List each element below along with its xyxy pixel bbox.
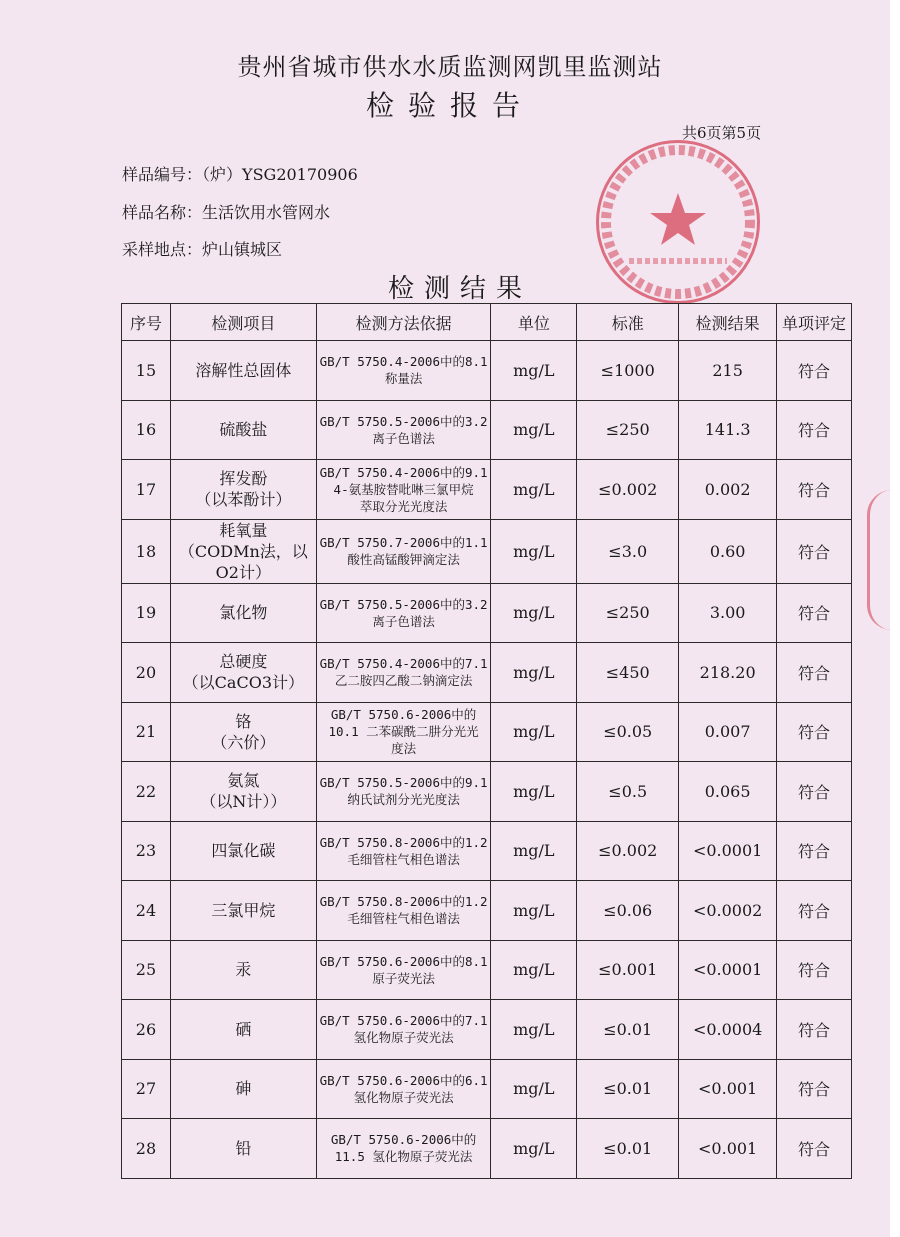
table-row bbox=[122, 460, 852, 520]
cell-method-line: GB/T 5750.5-2006中的3.2 bbox=[319, 596, 488, 612]
cell-standard-line: ≤0.001 bbox=[598, 960, 658, 980]
cell-evaluation-line: 符合 bbox=[798, 782, 831, 802]
cell-result-line: 0.60 bbox=[709, 541, 746, 561]
cell-method bbox=[316, 1059, 491, 1119]
cell-no-line: 20 bbox=[135, 662, 157, 682]
cell-no bbox=[122, 940, 171, 1000]
cell-method-line: 称量法 bbox=[384, 371, 423, 387]
cell-evaluation bbox=[777, 1000, 852, 1060]
cell-method-line: GB/T 5750.6-2006中的 bbox=[330, 1132, 477, 1148]
cell-unit bbox=[491, 821, 577, 881]
cell-method bbox=[316, 460, 491, 520]
cell-method-line: 氢化物原子荧光法 bbox=[353, 1030, 454, 1046]
cell-method-line: GB/T 5750.4-2006中的7.1 bbox=[319, 656, 488, 672]
cell-result-line: <0.0002 bbox=[692, 900, 763, 920]
cell-standard bbox=[577, 460, 679, 520]
cell-standard-line: ≤0.5 bbox=[608, 781, 648, 801]
table-row bbox=[122, 1000, 852, 1060]
cell-unit bbox=[491, 1119, 577, 1179]
table-row bbox=[122, 1119, 852, 1179]
cell-standard-line: ≤0.002 bbox=[598, 841, 658, 861]
cell-item-line: 挥发酚 bbox=[219, 469, 268, 489]
cell-item-line: 三氯甲烷 bbox=[211, 900, 276, 920]
cell-result bbox=[679, 583, 777, 643]
cell-method-line: 10.1 二苯碳酰二肼分光光 bbox=[328, 724, 479, 740]
cell-standard bbox=[577, 881, 679, 941]
cell-no bbox=[122, 1000, 171, 1060]
cell-result-line: 0.065 bbox=[704, 781, 751, 801]
cell-item-line: 铬 bbox=[235, 711, 252, 731]
cell-method bbox=[316, 1000, 491, 1060]
cell-evaluation bbox=[777, 1059, 852, 1119]
cell-result bbox=[679, 940, 777, 1000]
cell-no bbox=[122, 762, 171, 822]
cell-unit bbox=[491, 702, 577, 762]
cell-unit bbox=[491, 460, 577, 520]
results-table bbox=[121, 303, 852, 1179]
cell-method-line: 度法 bbox=[391, 741, 417, 757]
cell-no bbox=[122, 1119, 171, 1179]
cell-standard bbox=[577, 400, 679, 460]
cell-method-line: GB/T 5750.6-2006中的8.1 bbox=[319, 953, 488, 969]
cell-evaluation bbox=[777, 583, 852, 643]
cell-result bbox=[679, 519, 777, 583]
sample-location-line bbox=[122, 237, 282, 260]
cell-evaluation-line: 符合 bbox=[798, 542, 831, 562]
cell-result-line: 3.00 bbox=[709, 603, 746, 623]
cell-item-line: 砷 bbox=[235, 1079, 252, 1099]
cell-result bbox=[679, 341, 777, 401]
cell-method-line: GB/T 5750.4-2006中的9.1 bbox=[319, 464, 488, 480]
header-method: 检测方法依据 bbox=[316, 304, 491, 341]
cell-item bbox=[170, 881, 316, 941]
cell-item-line: 汞 bbox=[235, 960, 252, 980]
cell-item bbox=[170, 821, 316, 881]
table-row bbox=[122, 643, 852, 703]
cell-unit bbox=[491, 1000, 577, 1060]
cell-unit-line: mg/L bbox=[513, 1079, 555, 1099]
cell-method-line: 氢化物原子荧光法 bbox=[353, 1089, 454, 1105]
cell-evaluation bbox=[777, 460, 852, 520]
cell-no bbox=[122, 881, 171, 941]
cell-item bbox=[170, 583, 316, 643]
cell-method bbox=[316, 583, 491, 643]
cell-item-line: 总硬度 bbox=[219, 652, 268, 672]
cell-no-line: 25 bbox=[135, 960, 157, 980]
cell-no-line: 24 bbox=[135, 900, 157, 920]
cell-item-line: 耗氧量 bbox=[219, 520, 268, 540]
cell-no-line: 15 bbox=[135, 360, 157, 380]
cell-method-line: GB/T 5750.5-2006中的3.2 bbox=[319, 413, 488, 429]
cell-standard-line: ≤450 bbox=[605, 662, 650, 682]
cell-evaluation-line: 符合 bbox=[798, 961, 831, 981]
cell-unit-line: mg/L bbox=[513, 841, 555, 861]
cell-result bbox=[679, 400, 777, 460]
cell-result-line: 0.002 bbox=[704, 479, 751, 499]
cell-method-line: GB/T 5750.4-2006中的8.1 bbox=[319, 354, 488, 370]
cell-no-line: 28 bbox=[135, 1138, 157, 1158]
cell-standard-line: ≤3.0 bbox=[608, 541, 648, 561]
cell-no-line: 26 bbox=[135, 1019, 157, 1039]
cell-evaluation-line: 符合 bbox=[798, 1139, 831, 1159]
header-standard: 标准 bbox=[577, 304, 679, 341]
cell-standard-line: ≤0.05 bbox=[603, 722, 653, 742]
cell-result-line: <0.0001 bbox=[692, 841, 763, 861]
cell-evaluation-line: 符合 bbox=[798, 1020, 831, 1040]
cell-method bbox=[316, 519, 491, 583]
cell-no bbox=[122, 643, 171, 703]
table-row bbox=[122, 519, 852, 583]
section-title: 检测结果 bbox=[387, 274, 532, 304]
cell-evaluation-line: 符合 bbox=[798, 421, 831, 441]
cell-standard bbox=[577, 1000, 679, 1060]
header-result: 检测结果 bbox=[679, 304, 777, 341]
table-row bbox=[122, 821, 852, 881]
cell-standard bbox=[577, 341, 679, 401]
cell-item-line: （六价） bbox=[211, 732, 276, 752]
table-row bbox=[122, 702, 852, 762]
cell-item bbox=[170, 460, 316, 520]
cell-unit-line: mg/L bbox=[513, 360, 555, 380]
cell-unit bbox=[491, 400, 577, 460]
cell-result bbox=[679, 881, 777, 941]
cell-item bbox=[170, 702, 316, 762]
cell-method-line: 11.5 氢化物原子荧光法 bbox=[334, 1149, 473, 1165]
cell-unit-line: mg/L bbox=[513, 781, 555, 801]
sample-id-label: 样品编号： bbox=[122, 165, 203, 184]
cell-no bbox=[122, 341, 171, 401]
cell-evaluation bbox=[777, 519, 852, 583]
cell-method-line: GB/T 5750.8-2006中的1.2 bbox=[319, 834, 488, 850]
cell-result bbox=[679, 762, 777, 822]
header-no: 序号 bbox=[122, 304, 171, 341]
sample-id-line bbox=[122, 162, 358, 185]
cell-method-line: 萃取分光光度法 bbox=[359, 498, 448, 514]
cell-evaluation bbox=[777, 940, 852, 1000]
cell-no-line: 16 bbox=[135, 420, 157, 440]
cell-item-line: 四氯化碳 bbox=[211, 841, 276, 861]
cell-item bbox=[170, 519, 316, 583]
cell-evaluation-line: 符合 bbox=[798, 480, 831, 500]
cell-unit-line: mg/L bbox=[513, 420, 555, 440]
cell-method-line: GB/T 5750.6-2006中的6.1 bbox=[319, 1072, 488, 1088]
cell-no bbox=[122, 702, 171, 762]
cell-no bbox=[122, 519, 171, 583]
cell-standard-line: ≤250 bbox=[605, 420, 650, 440]
cell-evaluation-line: 符合 bbox=[798, 663, 831, 683]
cell-item bbox=[170, 643, 316, 703]
cell-no-line: 18 bbox=[135, 541, 157, 561]
cell-method-line: 4-氨基胺替吡啉三氯甲烷 bbox=[333, 481, 474, 497]
edge-seal-mark bbox=[867, 490, 892, 630]
cell-unit bbox=[491, 1059, 577, 1119]
cell-evaluation bbox=[777, 762, 852, 822]
cell-result bbox=[679, 460, 777, 520]
table-row bbox=[122, 341, 852, 401]
cell-result bbox=[679, 1000, 777, 1060]
cell-standard-line: ≤0.01 bbox=[603, 1019, 653, 1039]
cell-result-line: 215 bbox=[712, 360, 743, 380]
cell-no bbox=[122, 400, 171, 460]
cell-item bbox=[170, 341, 316, 401]
cell-evaluation-line: 符合 bbox=[798, 361, 831, 381]
sample-id-value: （炉）YSG20170906 bbox=[202, 165, 358, 184]
cell-result-line: 141.3 bbox=[704, 420, 751, 440]
cell-result bbox=[679, 643, 777, 703]
cell-result bbox=[679, 702, 777, 762]
cell-no-line: 23 bbox=[135, 841, 157, 861]
cell-standard bbox=[577, 940, 679, 1000]
cell-result-line: <0.001 bbox=[698, 1138, 758, 1158]
cell-method bbox=[316, 702, 491, 762]
cell-item-line: 硒 bbox=[235, 1019, 252, 1039]
cell-no bbox=[122, 583, 171, 643]
cell-method bbox=[316, 1119, 491, 1179]
table-row bbox=[122, 762, 852, 822]
table-row bbox=[122, 400, 852, 460]
cell-evaluation bbox=[777, 400, 852, 460]
cell-unit-line: mg/L bbox=[513, 900, 555, 920]
cell-standard bbox=[577, 519, 679, 583]
cell-unit-line: mg/L bbox=[513, 603, 555, 623]
cell-method bbox=[316, 400, 491, 460]
cell-no-line: 21 bbox=[135, 722, 157, 742]
cell-no-line: 17 bbox=[135, 479, 157, 499]
cell-method bbox=[316, 643, 491, 703]
cell-item-line: 溶解性总固体 bbox=[195, 360, 292, 380]
cell-item bbox=[170, 1119, 316, 1179]
cell-result bbox=[679, 821, 777, 881]
cell-item bbox=[170, 940, 316, 1000]
cell-result-line: <0.0001 bbox=[692, 960, 763, 980]
cell-standard bbox=[577, 1119, 679, 1179]
cell-method-line: 酸性高锰酸钾滴定法 bbox=[347, 552, 460, 567]
cell-method bbox=[316, 940, 491, 1000]
header-unit: 单位 bbox=[491, 304, 577, 341]
cell-method-line: GB/T 5750.6-2006中的 bbox=[330, 707, 477, 723]
cell-standard bbox=[577, 1059, 679, 1119]
table-header-row bbox=[122, 304, 852, 341]
cell-method-line: 离子色谱法 bbox=[372, 613, 435, 629]
organization-title: 贵州省城市供水水质监测网凯里监测站 bbox=[237, 53, 663, 81]
cell-method bbox=[316, 881, 491, 941]
cell-result-line: 218.20 bbox=[699, 662, 756, 682]
cell-evaluation bbox=[777, 881, 852, 941]
cell-method-line: GB/T 5750.6-2006中的7.1 bbox=[319, 1013, 488, 1029]
cell-method-line: GB/T 5750.8-2006中的1.2 bbox=[319, 894, 488, 910]
cell-evaluation-line: 符合 bbox=[798, 604, 831, 624]
header-item: 检测项目 bbox=[170, 304, 316, 341]
cell-item-line: （以苯酚计） bbox=[195, 490, 292, 510]
cell-no bbox=[122, 460, 171, 520]
cell-unit bbox=[491, 881, 577, 941]
cell-item bbox=[170, 400, 316, 460]
cell-item-line: 氨氮 bbox=[227, 771, 260, 791]
cell-standard-line: ≤1000 bbox=[600, 360, 655, 380]
cell-standard bbox=[577, 762, 679, 822]
cell-standard bbox=[577, 643, 679, 703]
cell-item-line: 氯化物 bbox=[219, 603, 268, 623]
cell-method bbox=[316, 341, 491, 401]
cell-item bbox=[170, 762, 316, 822]
cell-standard bbox=[577, 583, 679, 643]
cell-unit-line: mg/L bbox=[513, 662, 555, 682]
cell-method bbox=[316, 821, 491, 881]
cell-evaluation-line: 符合 bbox=[798, 1080, 831, 1100]
cell-standard bbox=[577, 702, 679, 762]
cell-method-line: 乙二胺四乙酸二钠滴定法 bbox=[334, 673, 473, 689]
cell-method-line: 纳氏试剂分光光度法 bbox=[347, 792, 460, 808]
cell-method-line: 毛细管柱气相色谱法 bbox=[347, 851, 460, 867]
cell-unit bbox=[491, 583, 577, 643]
cell-standard-line: ≤0.06 bbox=[603, 900, 653, 920]
cell-method-line: 毛细管柱气相色谱法 bbox=[347, 911, 460, 927]
cell-no-line: 19 bbox=[135, 603, 157, 623]
cell-unit bbox=[491, 643, 577, 703]
cell-evaluation-line: 符合 bbox=[798, 723, 831, 743]
cell-method-line: 离子色谱法 bbox=[372, 430, 435, 446]
cell-no bbox=[122, 821, 171, 881]
cell-unit-line: mg/L bbox=[513, 541, 555, 561]
cell-result-line: <0.0004 bbox=[692, 1019, 763, 1039]
report-title: 检验报告 bbox=[365, 89, 534, 122]
page-count: 共6页第5页 bbox=[682, 124, 762, 142]
cell-evaluation bbox=[777, 1119, 852, 1179]
table-row bbox=[122, 1059, 852, 1119]
cell-no-line: 27 bbox=[135, 1079, 157, 1099]
header-evaluation: 单项评定 bbox=[777, 304, 852, 341]
cell-unit-line: mg/L bbox=[513, 1138, 555, 1158]
cell-item bbox=[170, 1000, 316, 1060]
cell-result bbox=[679, 1119, 777, 1179]
sample-location-value: 炉山镇城区 bbox=[202, 240, 283, 259]
cell-item-line: （以CaCO3计） bbox=[182, 673, 304, 693]
cell-item-line: 铅 bbox=[235, 1138, 252, 1158]
cell-no-line: 22 bbox=[135, 781, 157, 801]
cell-method-line: GB/T 5750.5-2006中的9.1 bbox=[319, 775, 488, 791]
cell-item-line: （CODMn法，以O2计） bbox=[178, 541, 308, 582]
cell-unit-line: mg/L bbox=[513, 1019, 555, 1039]
cell-unit bbox=[491, 341, 577, 401]
cell-item-line: （以N计）） bbox=[200, 792, 287, 812]
cell-standard bbox=[577, 821, 679, 881]
cell-evaluation bbox=[777, 821, 852, 881]
cell-standard-line: ≤0.01 bbox=[603, 1138, 653, 1158]
cell-standard-line: ≤250 bbox=[605, 603, 650, 623]
cell-result bbox=[679, 1059, 777, 1119]
cell-standard-line: ≤0.01 bbox=[603, 1079, 653, 1099]
cell-evaluation bbox=[777, 643, 852, 703]
sample-location-label: 采样地点： bbox=[122, 240, 203, 259]
table-row bbox=[122, 583, 852, 643]
sample-name-line bbox=[122, 200, 330, 223]
cell-no bbox=[122, 1059, 171, 1119]
cell-unit bbox=[491, 940, 577, 1000]
table-row bbox=[122, 940, 852, 1000]
cell-method bbox=[316, 762, 491, 822]
cell-unit-line: mg/L bbox=[513, 722, 555, 742]
cell-method-line: GB/T 5750.7-2006中的1.1 bbox=[319, 535, 488, 550]
sample-name-value: 生活饮用水管网水 bbox=[202, 203, 331, 222]
cell-evaluation-line: 符合 bbox=[798, 901, 831, 921]
cell-standard-line: ≤0.002 bbox=[598, 479, 658, 499]
cell-item-line: 硫酸盐 bbox=[219, 420, 268, 440]
cell-item bbox=[170, 1059, 316, 1119]
cell-result-line: 0.007 bbox=[704, 722, 751, 742]
table-row bbox=[122, 881, 852, 941]
cell-unit bbox=[491, 519, 577, 583]
cell-unit bbox=[491, 762, 577, 822]
sample-name-label: 样品名称： bbox=[122, 203, 203, 222]
cell-unit-line: mg/L bbox=[513, 960, 555, 980]
cell-evaluation-line: 符合 bbox=[798, 842, 831, 862]
cell-evaluation bbox=[777, 341, 852, 401]
cell-result-line: <0.001 bbox=[698, 1079, 758, 1099]
cell-method-line: 原子荧光法 bbox=[372, 970, 435, 986]
cell-evaluation bbox=[777, 702, 852, 762]
cell-unit-line: mg/L bbox=[513, 479, 555, 499]
